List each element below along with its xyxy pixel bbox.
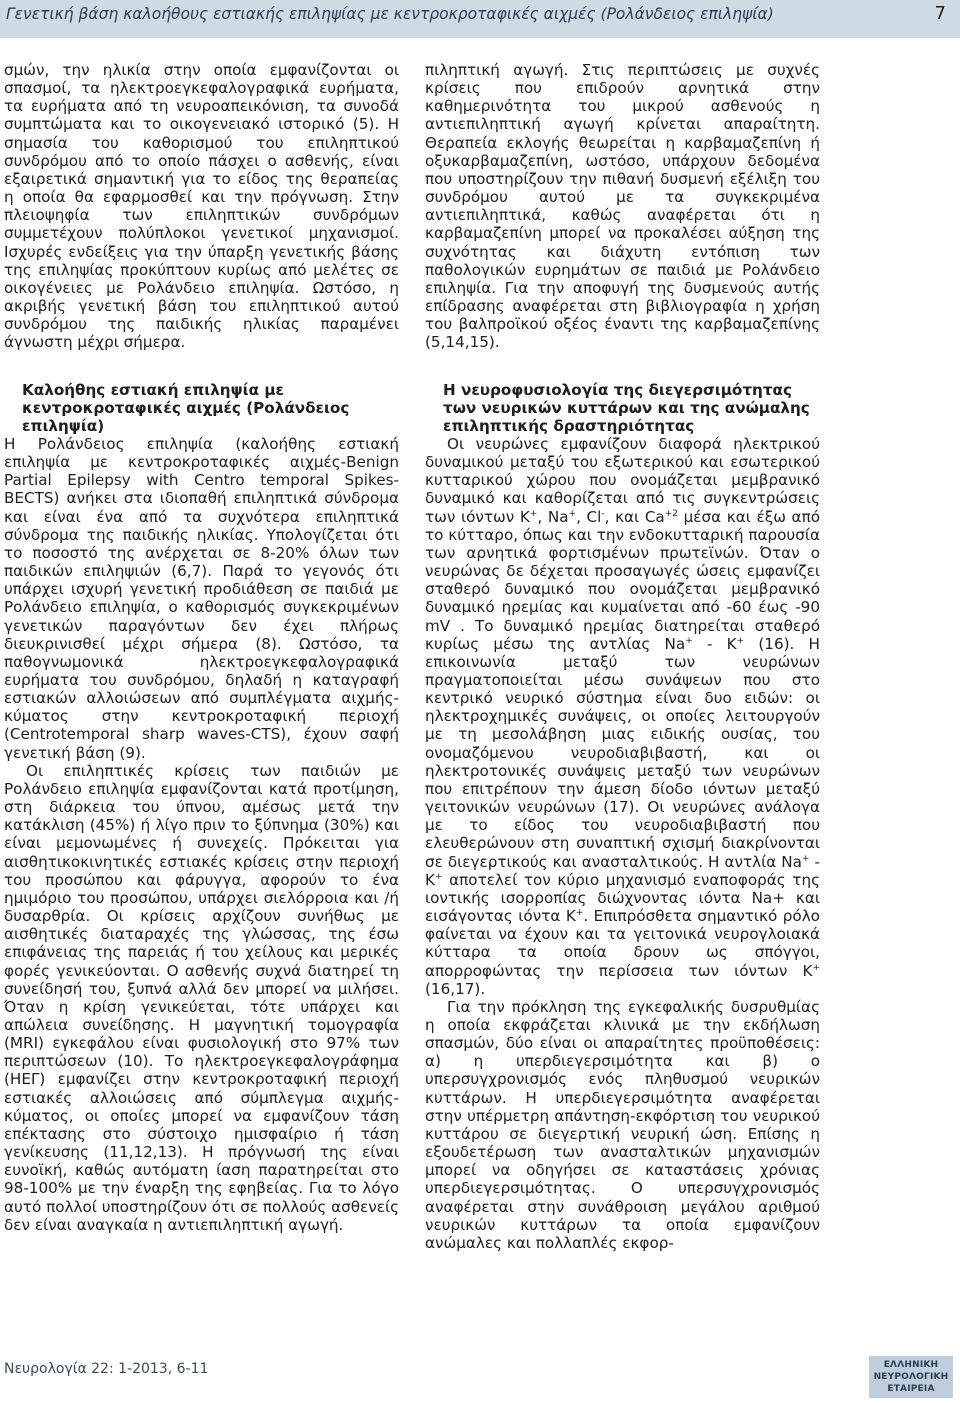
superscript: + <box>685 635 693 646</box>
superscript: + <box>736 635 745 646</box>
right-paragraph-2 <box>425 435 820 998</box>
section-heading-rolandic <box>22 381 399 435</box>
right-paragraph-1: πιληπτική αγωγή. Στις περιπτώσεις με συχνές κρίσεις που επιδρούν αρνητικά στην καθημερινότητα του μικρού ασθενούς η αντιεπιληπτική αγωγή κρίνεται απαραίτητη. Θεραπεία εκλογής θεωρείται η καρβαμαζεπίνη ή οξυκαρβαμαζεπίνη, ωστόσο, υπάρχουν δεδομένα που υποστηρίζουν την πιθανή δυσμενή εξέλιξη του συνδρόμου αυτού με τα συγκεκριμένα αντιεπιληπτικά, καθώς αναφέρεται ότι η καρβαμαζεπίνη μπορεί να προκαλέσει αύξηση της συχνότητας και διάχυτη εντόπιση των παθολογικών ευρημάτων σε παιδιά με Ρολάνδειο επιληψία. Για την αποφυγή της δυσμενούς αυτής επίδρασης αναφέρεται στη βιβλιογραφία η χρήση του βαλπροϊκού οξέος έναντι της καρβαμαζεπίνης (5,14,15). <box>425 61 820 352</box>
right-paragraph-3: Για την πρόκληση της εγκεφαλικής δυσρυθμίας η οποία εκφράζεται κλινικά με την εκδήλωση σπασμών, δύο είναι οι απαραίτητες προϋποθέσεις: α) η υπερδιεγερσιμότητα και β) ο υπερσυγχρονισμός ενός πληθυσμού νευρικών κυττάρων. Η υπερδιεγερσιμότητα αναφέρεται στην υπέρμετρη απάντηση-εκφόρτιση του νευρικού κυττάρου σε διεγερτική νευρική ώση. Επίσης η εξουδετέρωση των ανασταλτικών μηχανισμών μπορεί να οδηγήσει σε καταστάσεις χρόνιας υπερδιεγερσιμότητας. Ο υπερσυγχρονισμός αναφέρεται στην συνάθροιση μεγάλου αριθμού νευρικών κυττάρων τα οποία εμφανίζουν ανώμαλες και πολλαπλές εκφορ- <box>425 997 820 1252</box>
superscript: + <box>575 907 584 918</box>
superscript: +2 <box>664 508 679 519</box>
text-run: - K <box>425 852 820 889</box>
text-run: , Na <box>537 507 569 526</box>
page-number: 7 <box>934 3 946 24</box>
heading-line: των νευρικών κυττάρων και της ανώμαλης <box>443 398 810 417</box>
left-column <box>4 61 399 1234</box>
left-paragraph-3: Οι επιληπτικές κρίσεις των παιδιών με Ρολάνδειο επιληψία εμφανίζονται κατά προτίμηση, στη διάρκεια του ύπνου, αμέσως μετά την κατάκλιση (45%) ή λίγο πριν το ξύπνημα (30%) και είναι μεμονωμένες ή συνεχείς. Πρόκειται για αισθητικοκινητικές εστιακές κρίσεις στην περιοχή του προσώπου και φάρυγγα, αφορούν το ένα ημιμόριο του προσώπου, υπάρχει σιελόρροια και /ή δυσαρθρία. Οι κρίσεις αρχίζουν συνήθως με αισθητικές διαταραχές της γλώσσας, της έσω επιφάνειας της παρειάς ή του χείλους και μερικές φορές γενικεύονται. Ο ασθενής συχνά διατηρεί τη συνείδησή του, ξυπνά αλλά δεν μπορεί να μιλήσει. Όταν η κρίση γενικεύεται, τότε υπάρχει και απώλεια συνείδησης. Η μαγνητική τομογραφία (MRI) εγκεφάλου είναι φυσιολογική στο 97% των περιπτώσεων (10). Το ηλεκτροεγκεφαλογράφημα (ΗΕΓ) εμφανίζει στην κεντροκροταφική περιοχή εστιακές αλλοιώσεις από σύμπλεγμα αιχμής-κύματος, οι οποίες μπορεί να εμφανίζουν τάση επέκτασης στο σύστοιχο ημισφαίριο ή τάση γενίκευσης (11,12,13). Η πρόγνωσή της είναι ευνοϊκή, καθώς αυτόματη ίαση παρατηρείται στο 98-100% με την έναρξη της εφηβείας. Για το λόγο αυτό πολλοί υποστηρίζουν ότι σε πολλούς ασθενείς δεν είναι αναγκαία η αντιεπιληπτική αγωγή. <box>4 761 399 1234</box>
society-logo <box>869 1356 953 1398</box>
text-run: αποτελεί τον κύριο μηχανισμό εναποφοράς της ιοντικής ισορροπίας διώχνοντας ιόντα Na+ και εισάγοντας ιόντα K <box>425 870 820 926</box>
text-run: , και Ca <box>604 507 665 526</box>
running-title: Γενετική βάση καλοήθους εστιακής επιληψίας με κεντροκροταφικές αιχμές (Ρολάνδειος επιληψία) <box>6 5 774 23</box>
right-column <box>425 61 820 1252</box>
section-heading-neurophysiology <box>443 381 820 435</box>
superscript: + <box>568 508 577 519</box>
superscript: + <box>812 962 820 973</box>
left-paragraph-2: Η Ρολάνδειος επιληψία (καλοήθης εστιακή επιληψία με κεντροκροταφικές αιχμές-Benign Partial Epilepsy with Centro temporal Spikes-BECTS) ανήκει στα ιδιοπαθή επιληπτικά σύνδρομα και είναι ένα από τα συχνότερα επιληπτικά σύνδρομα της παιδικής ηλικίας. Υπολογίζεται ότι το ποσοστό της ανέρχεται σε 8-20% όλων των παιδικών επιληψιών (6,7). Παρά το γεγονός ότι υπάρχει ισχυρή γενετική προδιάθεση σε παιδιά με Ρολάνδειο επιληψία, ο καθορισμός συγκεκριμένων γενετικών παραγόντων δεν έχει πλήρως διευκρινισθεί μέχρι σήμερα (8). Ωστόσο, τα παθογνωμονικά ηλεκτροεγκεφαλογραφικά ευρήματα του συνδρόμου, δηλαδή η καταγραφή εστιακών αλλοιώσεων από συμπλέγματα αιχμής-κύματος στην κεντροκροταφική περιοχή (Centrotemporal sharp waves-CTS), έχουν σαφή γενετική βάση (9). <box>4 434 399 762</box>
text-run: μέσα και έξω από το κύτταρο, όπως και την ενδοκυτταρική παρουσία των αρνητικά φορτισμένων πρωτεϊνών. Όταν ο νευρώνας δε δέχεται προσαγωγές ώσεις εμφανίζει σταθερό δυναμικό που ονομάζεται μεμβρανικό δυναμικό ηρεμίας και κυμαίνεται από -60 έως -90 mV . Το δυναμικό ηρεμίας διατηρείται σταθερό κυρίως μέσω της αντλίας Na <box>425 507 821 653</box>
superscript: + <box>801 853 810 864</box>
superscript: - <box>601 508 605 519</box>
heading-line: Η νευροφυσιολογία της διεγερσιμότητας <box>443 380 792 399</box>
text-run: . Επιπρόσθετα σημαντικό ρόλο φαίνεται να έχουν και τα γειτονικά νευρογλοιακά κύτταρα τα οποία δρουν ως σπόγγοι, απορροφώντας την περίσσεια των ιόντων K <box>425 907 820 980</box>
heading-line: κεντροκροταφικές αιχμές (Ρολάνδειος <box>22 398 350 417</box>
superscript: + <box>434 871 443 882</box>
logo-text: ΝΕΥΡΟΛΟΓΙΚΗ <box>873 1372 949 1382</box>
text-run: (16). Η επικοινωνία μεταξύ των νευρώνων πραγματοποιείται μέσω συνάψεων που στο κεντρικό νευρικό σύστημα είναι δυο ειδών: οι ηλεκτροχημικές συνάψεις, οι οποίες λειτουργούν με τη μεσολάβηση μιας ειδικής ουσίας, του ονομαζόμενου νευροδιαβιβαστή, και οι ηλεκτροτονικές συνάψεις μεταξύ των νευρώνων που επιτρέπουν την άμεση δίοδο ιόντων μεταξύ γειτονικών νευρώνων (17). Οι νευρώνες ανάλογα με το είδος του νευροδιαβιβαστή που ελευθερώνουν στη συναπτική σχισμή διακρίνονται σε διεγερτικούς και ανασταλτικούς. Η αντλία Na <box>425 634 820 871</box>
text-run: Οι νευρώνες εμφανίζουν διαφορά ηλεκτρικού δυναμικού μεταξύ του εξωτερικού και εσωτερικού κυτταρικού χώρου που ονομάζεται μεμβρανικό δυναμικό και καθορίζεται από τις συγκεντρώσεις των ιόντων K <box>425 434 820 526</box>
logo-text: ΕΤΑΙΡΕΙΑ <box>887 1384 935 1394</box>
running-header <box>0 0 960 38</box>
text-run: - K <box>692 634 737 653</box>
superscript: + <box>529 508 538 519</box>
logo-text: ΕΛΛΗΝΙΚΗ <box>883 1360 939 1370</box>
heading-line: επιληψία) <box>22 416 105 435</box>
heading-line: Καλοήθης εστιακή επιληψία με <box>22 380 284 399</box>
text-run: (16,17). <box>425 979 486 998</box>
text-run: , Cl <box>576 507 602 526</box>
journal-citation: Νευρολογία 22: 1-2013, 6-11 <box>4 1361 209 1377</box>
heading-line: επιληπτικής δραστηριότητας <box>443 416 695 435</box>
left-paragraph-1: σμών, την ηλικία στην οποία εμφανίζονται οι σπασμοί, τα ηλεκτροεγκεφαλογραφικά ευρήματα, τα ευρήματα από τη νευροαπεικόνιση, τα συνοδά συμπτώματα και το οικογενειακό ιστορικό (5). Η σημασία του καθορισμού του επιληπτικού συνδρόμου από το οποίο πάσχει ο ασθενής, είναι εξαιρετικά σημαντική για το είδος της θεραπείας η οποία θα εφαρμοσθεί και την πρόγνωση. Στην πλειοψηφία των επιληπτικών συνδρόμων συμμετέχουν πολύπλοκοι γενετικοί μηχανισμοί. Ισχυρές ενδείξεις για την ύπαρξη γενετικής βάσης της επιληψίας προκύπτουν κυρίως από μελέτες σε οικογένειες με Ρολάνδειο επιληψία. Ωστόσο, η ακριβής γενετική βάση του επιληπτικού αυτού συνδρόμου της παιδικής ηλικίας παραμένει άγνωστη μέχρι σήμερα. <box>4 61 399 352</box>
